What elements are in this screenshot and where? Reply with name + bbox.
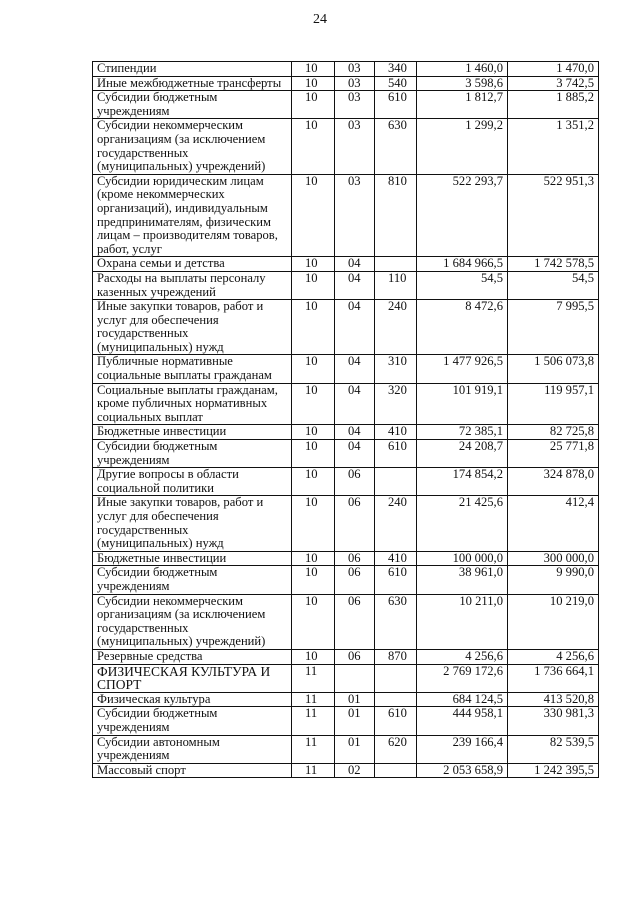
row-section: 10 bbox=[292, 425, 335, 440]
row-amount-year-1: 684 124,5 bbox=[417, 692, 508, 707]
row-amount-year-2: 7 995,5 bbox=[508, 300, 599, 355]
table-row bbox=[93, 649, 599, 664]
row-name: Социальные выплаты гражданам, кроме публичных нормативных социальных выплат bbox=[93, 383, 292, 425]
row-amount-year-2: 300 000,0 bbox=[508, 551, 599, 566]
row-amount-year-1: 2 053 658,9 bbox=[417, 763, 508, 778]
table-row bbox=[93, 496, 599, 551]
row-section: 10 bbox=[292, 257, 335, 272]
row-name: Субсидии автономным учреждениям bbox=[93, 735, 292, 763]
row-name: Бюджетные инвестиции bbox=[93, 551, 292, 566]
row-subsection: 04 bbox=[335, 355, 375, 383]
row-section: 10 bbox=[292, 119, 335, 174]
row-amount-year-1: 3 598,6 bbox=[417, 76, 508, 91]
table-row bbox=[93, 119, 599, 174]
page-number: 24 bbox=[313, 12, 327, 27]
row-expense-type: 870 bbox=[375, 649, 417, 664]
row-subsection: 04 bbox=[335, 300, 375, 355]
budget-table-body bbox=[93, 62, 599, 778]
row-amount-year-1: 2 769 172,6 bbox=[417, 664, 508, 692]
row-amount-year-2: 413 520,8 bbox=[508, 692, 599, 707]
row-amount-year-2: 119 957,1 bbox=[508, 383, 599, 425]
row-expense-type: 620 bbox=[375, 735, 417, 763]
table-row bbox=[93, 440, 599, 468]
row-amount-year-2: 4 256,6 bbox=[508, 649, 599, 664]
row-subsection: 01 bbox=[335, 692, 375, 707]
table-row bbox=[93, 257, 599, 272]
row-section: 11 bbox=[292, 707, 335, 735]
table-row bbox=[93, 300, 599, 355]
row-subsection: 06 bbox=[335, 496, 375, 551]
row-name: Субсидии бюджетным учреждениям bbox=[93, 440, 292, 468]
row-amount-year-1: 1 477 926,5 bbox=[417, 355, 508, 383]
row-name: Субсидии бюджетным учреждениям bbox=[93, 91, 292, 119]
budget-table bbox=[92, 61, 599, 778]
row-section: 10 bbox=[292, 468, 335, 496]
row-name: Стипендии bbox=[93, 62, 292, 77]
row-name: Субсидии бюджетным учреждениям bbox=[93, 707, 292, 735]
row-expense-type: 310 bbox=[375, 355, 417, 383]
table-row bbox=[93, 735, 599, 763]
row-amount-year-2: 82 539,5 bbox=[508, 735, 599, 763]
table-row bbox=[93, 91, 599, 119]
row-amount-year-2: 25 771,8 bbox=[508, 440, 599, 468]
table-row bbox=[93, 707, 599, 735]
table-row bbox=[93, 76, 599, 91]
row-expense-type: 610 bbox=[375, 440, 417, 468]
row-amount-year-1: 8 472,6 bbox=[417, 300, 508, 355]
row-name: Массовый спорт bbox=[93, 763, 292, 778]
row-amount-year-1: 72 385,1 bbox=[417, 425, 508, 440]
row-section: 10 bbox=[292, 594, 335, 649]
row-subsection: 03 bbox=[335, 76, 375, 91]
row-subsection: 06 bbox=[335, 468, 375, 496]
row-expense-type bbox=[375, 763, 417, 778]
row-amount-year-2: 9 990,0 bbox=[508, 566, 599, 594]
table-row bbox=[93, 468, 599, 496]
row-name: Иные закупки товаров, работ и услуг для обеспечения государственных (муниципальных) нужд bbox=[93, 496, 292, 551]
table-row bbox=[93, 62, 599, 77]
row-expense-type: 240 bbox=[375, 300, 417, 355]
row-section: 10 bbox=[292, 174, 335, 257]
row-subsection: 06 bbox=[335, 551, 375, 566]
row-subsection: 03 bbox=[335, 62, 375, 77]
row-section: 10 bbox=[292, 383, 335, 425]
row-name: Субсидии некоммерческим организациям (за исключением государственных (муниципальных) учреждений) bbox=[93, 594, 292, 649]
row-subsection: 02 bbox=[335, 763, 375, 778]
row-subsection: 04 bbox=[335, 383, 375, 425]
row-name: Охрана семьи и детства bbox=[93, 257, 292, 272]
row-amount-year-2: 1 736 664,1 bbox=[508, 664, 599, 692]
row-name: Субсидии юридическим лицам (кроме некоммерческих организаций), индивидуальным предпринимателям, физическим лицам – производителям товаров, работ, услуг bbox=[93, 174, 292, 257]
row-section: 10 bbox=[292, 62, 335, 77]
row-subsection: 06 bbox=[335, 594, 375, 649]
table-row bbox=[93, 692, 599, 707]
table-row bbox=[93, 271, 599, 299]
row-section: 10 bbox=[292, 271, 335, 299]
row-section: 10 bbox=[292, 440, 335, 468]
row-amount-year-2: 3 742,5 bbox=[508, 76, 599, 91]
row-section: 11 bbox=[292, 664, 335, 692]
row-expense-type bbox=[375, 664, 417, 692]
row-subsection: 04 bbox=[335, 271, 375, 299]
row-amount-year-1: 10 211,0 bbox=[417, 594, 508, 649]
row-name: Резервные средства bbox=[93, 649, 292, 664]
row-name: Бюджетные инвестиции bbox=[93, 425, 292, 440]
row-amount-year-2: 1 506 073,8 bbox=[508, 355, 599, 383]
row-subsection: 03 bbox=[335, 91, 375, 119]
row-amount-year-2: 10 219,0 bbox=[508, 594, 599, 649]
table-row bbox=[93, 594, 599, 649]
row-expense-type: 610 bbox=[375, 91, 417, 119]
row-expense-type: 410 bbox=[375, 425, 417, 440]
row-amount-year-2: 1 742 578,5 bbox=[508, 257, 599, 272]
row-name: ФИЗИЧЕСКАЯ КУЛЬТУРА И СПОРТ bbox=[93, 664, 292, 692]
row-name: Другие вопросы в области социальной политики bbox=[93, 468, 292, 496]
row-section: 10 bbox=[292, 300, 335, 355]
row-amount-year-1: 174 854,2 bbox=[417, 468, 508, 496]
row-expense-type: 630 bbox=[375, 119, 417, 174]
row-name: Расходы на выплаты персоналу казенных учреждений bbox=[93, 271, 292, 299]
row-amount-year-2: 1 470,0 bbox=[508, 62, 599, 77]
row-name: Субсидии бюджетным учреждениям bbox=[93, 566, 292, 594]
row-subsection: 04 bbox=[335, 257, 375, 272]
row-amount-year-2: 522 951,3 bbox=[508, 174, 599, 257]
table-row bbox=[93, 763, 599, 778]
row-expense-type bbox=[375, 692, 417, 707]
row-subsection: 03 bbox=[335, 174, 375, 257]
row-amount-year-1: 24 208,7 bbox=[417, 440, 508, 468]
row-section: 11 bbox=[292, 692, 335, 707]
row-amount-year-1: 54,5 bbox=[417, 271, 508, 299]
row-name: Физическая культура bbox=[93, 692, 292, 707]
row-amount-year-2: 1 351,2 bbox=[508, 119, 599, 174]
row-amount-year-2: 54,5 bbox=[508, 271, 599, 299]
row-amount-year-1: 1 812,7 bbox=[417, 91, 508, 119]
row-amount-year-1: 522 293,7 bbox=[417, 174, 508, 257]
row-section: 10 bbox=[292, 496, 335, 551]
row-section: 10 bbox=[292, 566, 335, 594]
row-section: 11 bbox=[292, 735, 335, 763]
row-section: 10 bbox=[292, 91, 335, 119]
row-expense-type: 630 bbox=[375, 594, 417, 649]
row-amount-year-1: 101 919,1 bbox=[417, 383, 508, 425]
row-amount-year-2: 412,4 bbox=[508, 496, 599, 551]
row-subsection: 06 bbox=[335, 566, 375, 594]
table-row bbox=[93, 383, 599, 425]
row-amount-year-1: 38 961,0 bbox=[417, 566, 508, 594]
row-section: 10 bbox=[292, 649, 335, 664]
row-amount-year-2: 1 242 395,5 bbox=[508, 763, 599, 778]
row-expense-type: 610 bbox=[375, 707, 417, 735]
table-row bbox=[93, 355, 599, 383]
row-expense-type: 320 bbox=[375, 383, 417, 425]
row-amount-year-1: 239 166,4 bbox=[417, 735, 508, 763]
row-expense-type bbox=[375, 468, 417, 496]
row-amount-year-2: 82 725,8 bbox=[508, 425, 599, 440]
row-subsection: 01 bbox=[335, 735, 375, 763]
row-expense-type: 240 bbox=[375, 496, 417, 551]
row-name: Публичные нормативные социальные выплаты гражданам bbox=[93, 355, 292, 383]
row-subsection: 03 bbox=[335, 119, 375, 174]
row-amount-year-2: 330 981,3 bbox=[508, 707, 599, 735]
row-expense-type bbox=[375, 257, 417, 272]
row-subsection: 04 bbox=[335, 440, 375, 468]
row-expense-type: 340 bbox=[375, 62, 417, 77]
row-section: 10 bbox=[292, 76, 335, 91]
row-amount-year-2: 324 878,0 bbox=[508, 468, 599, 496]
row-subsection: 06 bbox=[335, 649, 375, 664]
row-name: Субсидии некоммерческим организациям (за исключением государственных (муниципальных) учреждений) bbox=[93, 119, 292, 174]
row-section: 10 bbox=[292, 551, 335, 566]
row-amount-year-1: 100 000,0 bbox=[417, 551, 508, 566]
table-row bbox=[93, 174, 599, 257]
table-row bbox=[93, 425, 599, 440]
row-amount-year-1: 4 256,6 bbox=[417, 649, 508, 664]
row-subsection: 04 bbox=[335, 425, 375, 440]
row-expense-type: 110 bbox=[375, 271, 417, 299]
row-amount-year-1: 444 958,1 bbox=[417, 707, 508, 735]
row-expense-type: 410 bbox=[375, 551, 417, 566]
row-name: Иные межбюджетные трансферты bbox=[93, 76, 292, 91]
row-amount-year-1: 1 460,0 bbox=[417, 62, 508, 77]
row-expense-type: 540 bbox=[375, 76, 417, 91]
row-amount-year-1: 21 425,6 bbox=[417, 496, 508, 551]
table-row bbox=[93, 664, 599, 692]
row-expense-type: 610 bbox=[375, 566, 417, 594]
row-name: Иные закупки товаров, работ и услуг для обеспечения государственных (муниципальных) нужд bbox=[93, 300, 292, 355]
table-row bbox=[93, 566, 599, 594]
row-expense-type: 810 bbox=[375, 174, 417, 257]
row-section: 10 bbox=[292, 355, 335, 383]
row-amount-year-1: 1 299,2 bbox=[417, 119, 508, 174]
row-subsection bbox=[335, 664, 375, 692]
row-subsection: 01 bbox=[335, 707, 375, 735]
row-amount-year-1: 1 684 966,5 bbox=[417, 257, 508, 272]
row-amount-year-2: 1 885,2 bbox=[508, 91, 599, 119]
table-row bbox=[93, 551, 599, 566]
row-section: 11 bbox=[292, 763, 335, 778]
